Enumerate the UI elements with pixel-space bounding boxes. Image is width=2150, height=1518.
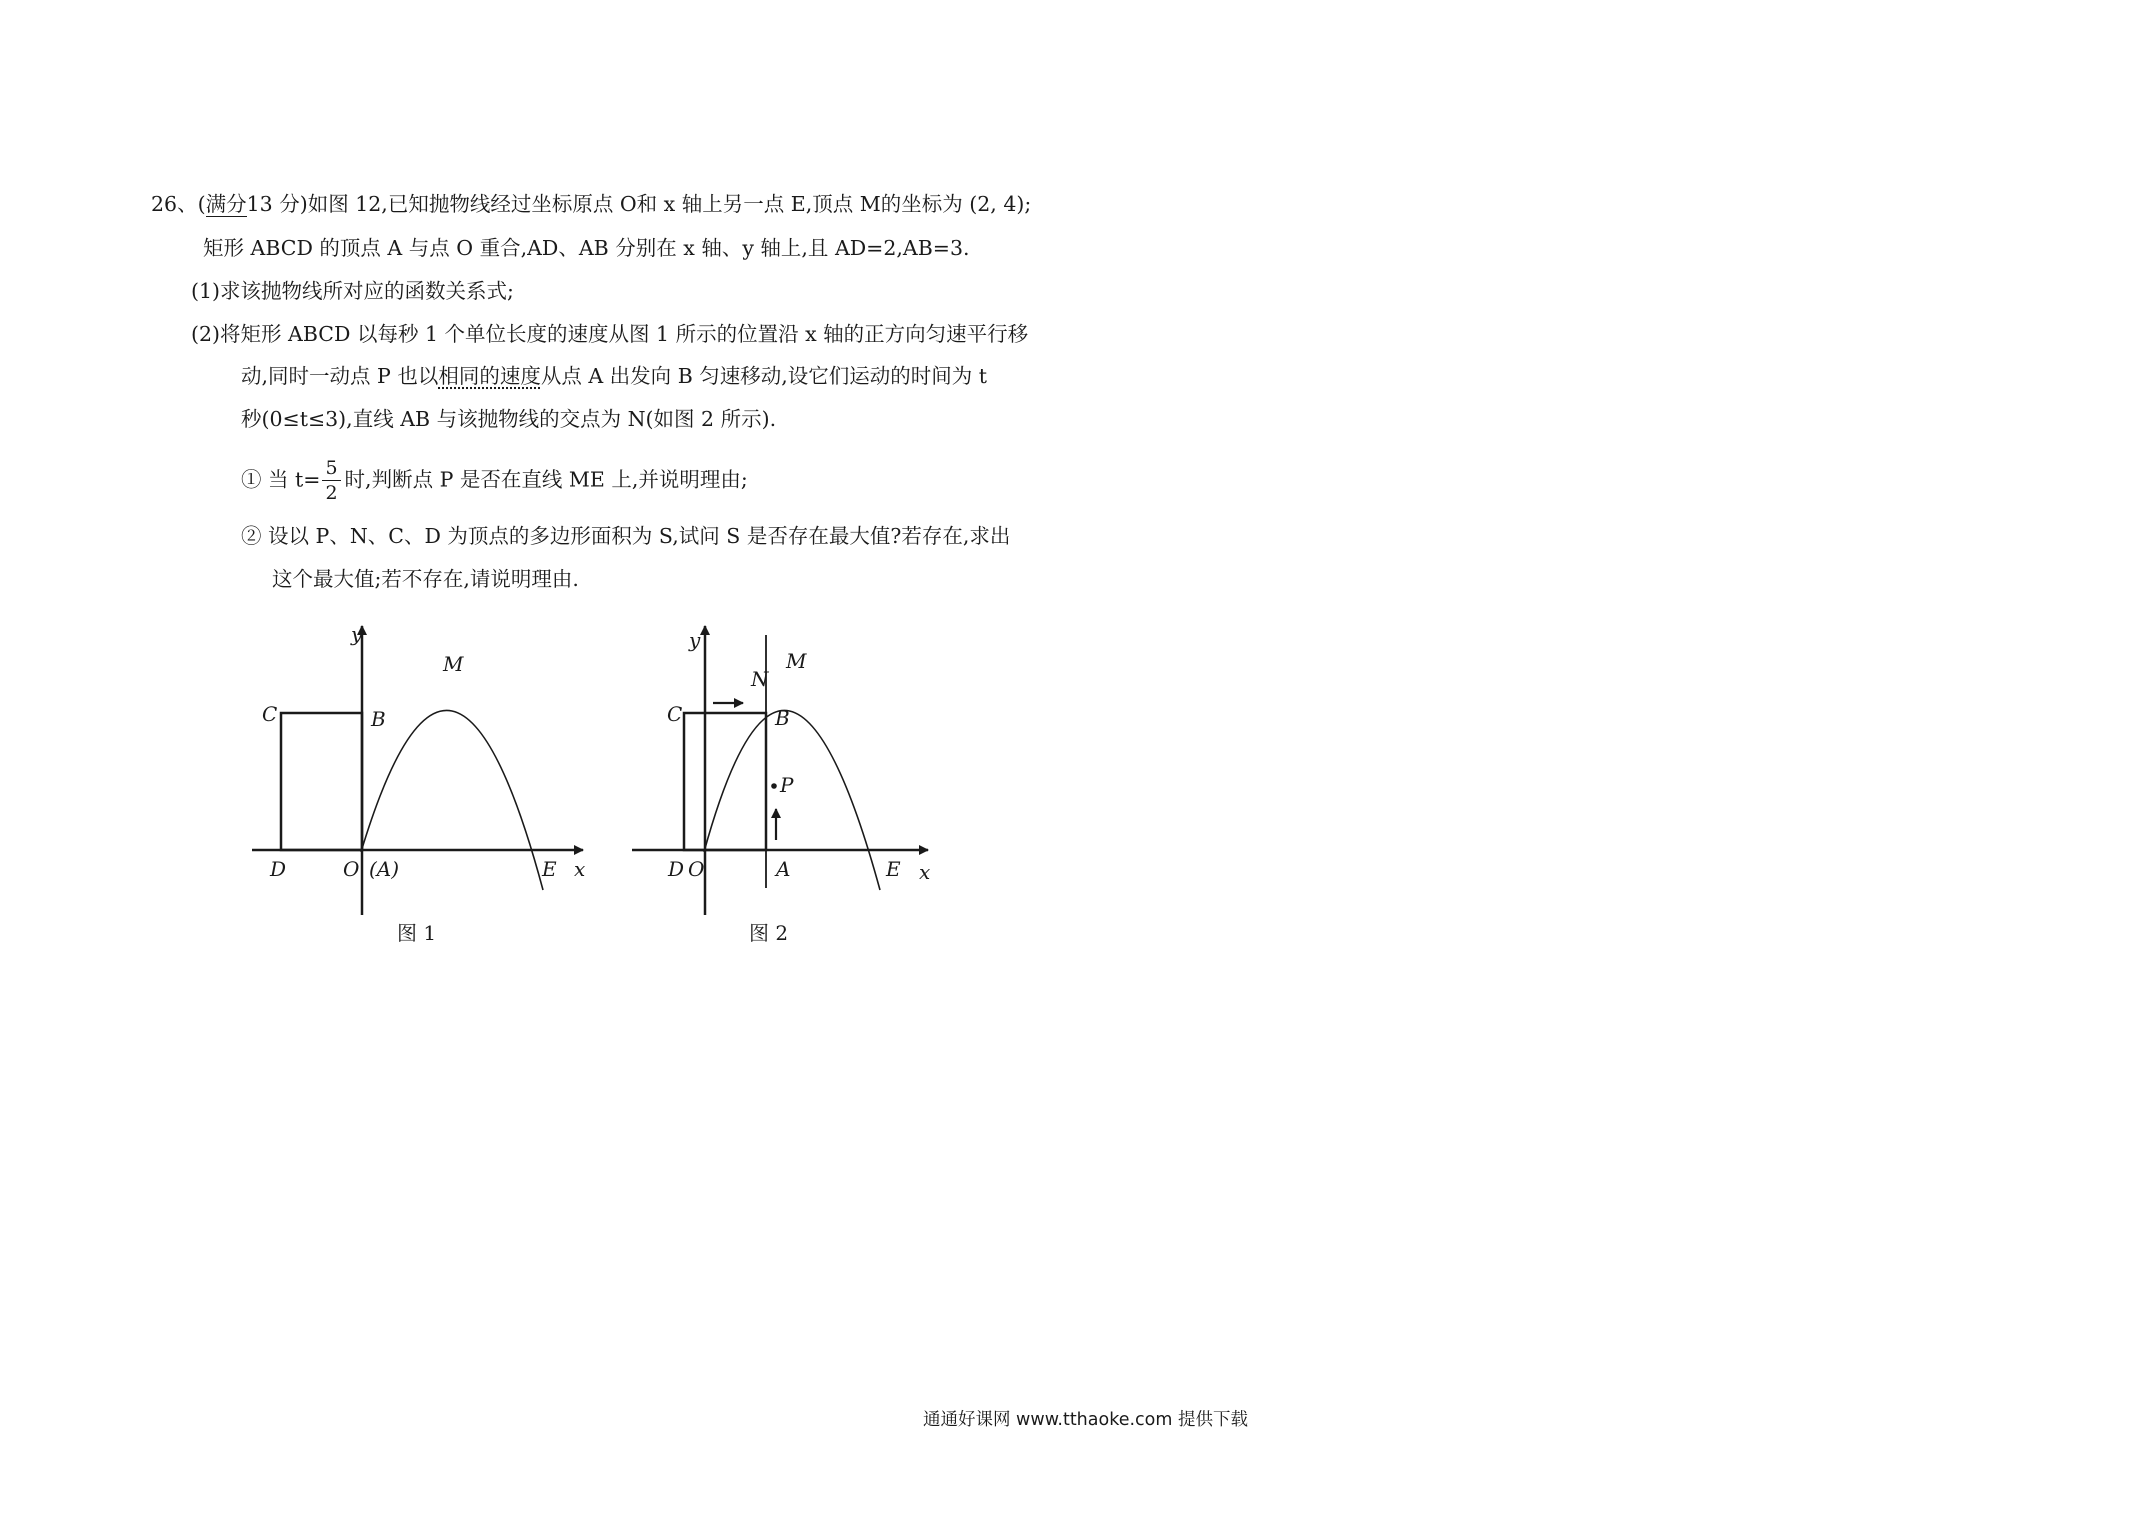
sub-question-2-line-b: 这个最大值;若不存在,请说明理由. [272,567,579,591]
fig2-label-x: x [919,860,931,884]
sub-question-2-line-a: ② 设以 P、N、C、D 为顶点的多边形面积为 S,试问 S 是否存在最大值?若存在,求出 [241,524,1011,548]
part-2-b-text-2: 从点 A 出发向 B 匀速移动,设它们运动的时间为 t [540,364,988,388]
fig1-label-c: C [262,702,278,726]
footer-source: 通通好课网 www.tthaoke.com 提供下载 [923,1410,1248,1430]
score-rest: 13 分) [246,192,308,216]
fig2-label-a: A [776,857,791,881]
figure-2-labels [667,628,930,945]
fig2-label-e: E [886,857,901,881]
fig1-rectangle-abcd [281,713,362,850]
fig1-label-e: E [542,857,557,881]
fig2-parabola [704,710,880,890]
fig2-label-d: D [668,857,685,881]
sub1-suffix: 时,判断点 P 是否在直线 ME 上,并说明理由; [344,467,748,492]
fig2-label-m: M [786,649,807,673]
fig1-label-o: O [343,857,360,881]
problem-stem-a: 如图 12,已知抛物线经过坐标原点 O和 x 轴上另一点 E,顶点 M的坐标为 (2, 4); [307,192,1032,216]
problem-number: 26、 [151,192,198,216]
score-open: ( [197,192,206,216]
sub1-prefix: ① 当 t= [241,467,321,492]
fig1-label-x: x [574,857,586,881]
problem-stem-b: 矩形 ABCD 的顶点 A 与点 O 重合,AD、AB 分别在 x 轴、y 轴上,且 AD=2,AB=3. [203,236,970,260]
fig2-caption: 图 2 [749,921,789,945]
fig2-label-p: P [780,773,794,797]
fig1-label-y: y [351,622,363,646]
part-2-b-emphasis: 相同的速度 [438,364,541,388]
part-2-b-text-1: 动,同时一动点 P 也以 [241,364,439,388]
fig2-point-p [771,783,777,789]
fraction-numerator: 5 [322,459,340,481]
fig2-label-o: O [688,857,705,881]
fig1-label-a: (A) [369,857,400,881]
fig1-label-b: B [371,707,386,731]
fig2-label-y: y [689,628,701,652]
part-2-line-c: 秒(0≤t≤3),直线 AB 与该抛物线的交点为 N(如图 2 所示). [241,407,777,431]
figure-1-labels [262,622,585,945]
fig2-label-n: N [751,667,769,691]
fig1-label-m: M [443,652,464,676]
figure-1 [252,626,586,915]
score-word: 满分 [205,192,247,216]
fig2-label-b: B [775,706,790,730]
fraction-denominator: 2 [325,482,338,504]
part-2-line-a: (2)将矩形 ABCD 以每秒 1 个单位长度的速度从图 1 所示的位置沿 x 轴的正方向匀速平行移 [191,322,1029,346]
fig1-label-d: D [270,857,287,881]
fig2-label-c: C [667,702,683,726]
part-1: (1)求该抛物线所对应的函数关系式; [191,279,514,303]
fig1-caption: 图 1 [397,921,437,945]
fig2-rectangle-abcd [684,713,766,850]
